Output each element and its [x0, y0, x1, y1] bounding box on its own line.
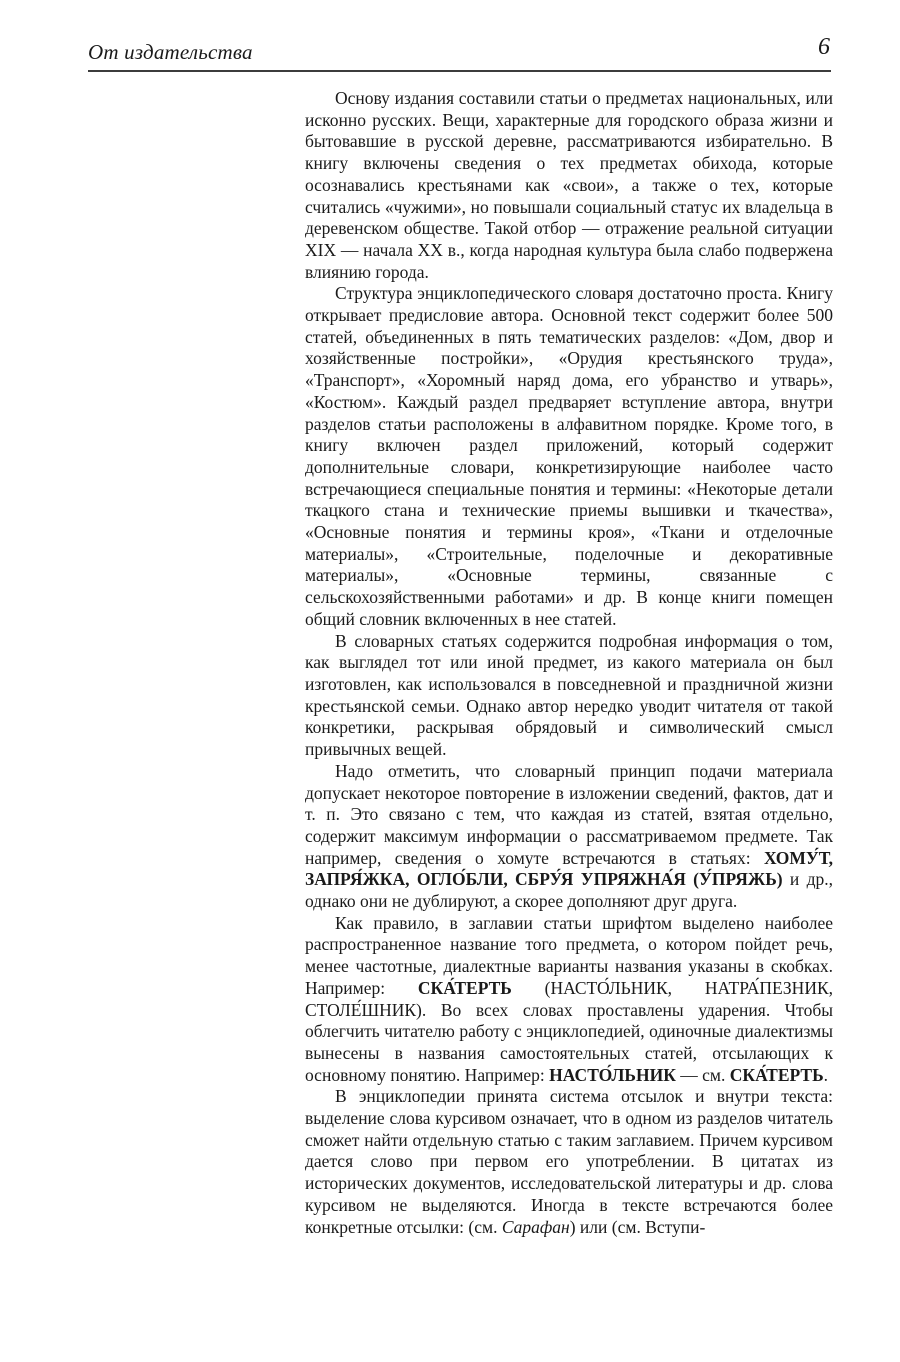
- text-run: Как правило, в заглавии статьи шрифтом выделено наиболее распространенное название того предмета, о котором пойдет речь, менее частотные, диалектные варианты названия указаны в скобках. Например:: [305, 912, 833, 998]
- paragraph: [305, 631, 833, 761]
- text-run: (НАСТО́ЛЬНИК, НАТРА́ПЕЗНИК, СТОЛЕ́ШНИК). Во всех словах проставлены ударения. Чтобы облегчить читателю работу с энциклопедией, одиночные диалектизмы вынесены в названия самостоятельных статей, отсылающих к основному понятию. Например:: [305, 977, 834, 1085]
- bold-term: СКА́ТЕРТЬ: [417, 977, 512, 998]
- text-run: и др., однако они не дублируют, а скорее дополняют друг друга.: [305, 869, 833, 912]
- bold-term: ХОМУ́Т, ЗАПРЯ́ЖКА, ОГЛО́БЛИ, СБРУ́Я УПРЯЖНА́Я (У́ПРЯЖЬ): [305, 847, 833, 890]
- text-run: В словарных статьях содержится подробная информация о том, как выглядел тот или иной предмет, из какого материала он был изготовлен, как использовался в повседневной и праздничной жизни крестьянской семьи. Однако автор нередко уводит читателя от такой конкретики, раскрывая обрядовый и символический смысл привычных вещей.: [305, 630, 833, 760]
- italic-term: Сарафан: [501, 1216, 570, 1237]
- running-title: От издательства: [88, 40, 253, 64]
- bold-term: НАСТО́ЛЬНИК: [549, 1064, 676, 1085]
- paragraph: [305, 913, 833, 1087]
- bold-term: СКА́ТЕРТЬ: [729, 1064, 824, 1085]
- text-run: ) или (см. Вступи-: [569, 1216, 706, 1237]
- header-rule: [88, 70, 831, 72]
- text-run: Надо отметить, что словарный принцип подачи материала допускает некоторое повторение в изложении сведений, фактов, дат и т. п. Это связано с тем, что каждая из статей, взятая отдельно, содержит максимум информации о рассматриваемом предмете. Так например, сведения о хомуте встречаются в статьях:: [305, 760, 833, 868]
- paragraph: [305, 283, 833, 630]
- text-run: В энциклопедии принята система отсылок и внутри текста: выделение слова курсивом означает, что в одном из разделов читатель сможет найти отдельную статью с таким заглавием. Причем курсивом дается слово при первом его употреблении. В цитатах из исторических документов, исследовательской литературы и др. слова курсивом не выделяются. Иногда в тексте встречаются более конкретные отсылки: (см.: [305, 1086, 833, 1237]
- page-number: 6: [818, 34, 830, 60]
- text-run: Структура энциклопедического словаря достаточно проста. Книгу открывает предисловие автора. Основной текст содержит более 500 статей, объединенных в пять тематических разделов: «Дом, двор и хозяйственные постройки», «Орудия крестьянского труда», «Транспорт», «Хоромный наряд дома, его убранство и утварь», «Костюм». Каждый раздел предваряет вступление автора, внутри разделов статьи расположены в алфавитном порядке. Кроме того, в книгу включен раздел приложений, который содержит дополнительные словари, конкретизирующие наиболее часто встречающиеся специальные понятия и термины: «Некоторые детали ткацкого стана и технические приемы вышивки и ткачества», «Основные понятия и термины кроя», «Ткани и отделочные материалы», «Строительные, поделочные и декоративные материалы», «Основные термины, связанные с сельскохозяйственными работами» и др. В конце книги помещен общий словник включенных в нее статей.: [305, 283, 833, 629]
- text-run: — см.: [675, 1064, 730, 1085]
- paragraph: [305, 88, 833, 283]
- paragraph: [305, 1086, 833, 1238]
- text-run: .: [823, 1064, 829, 1085]
- page-body: [305, 88, 833, 1238]
- paragraph: [305, 761, 833, 913]
- text-run: Основу издания составили статьи о предметах национальных, или исконно русских. Вещи, характерные для городского образа жизни и бытовавшие в русской деревне, рассматриваются избирательно. В книгу включены сведения о тех предметах обихода, которые осознавались крестьянами как «свои», а также о тех, которые считались «чужими», но повышали социальный статус их владельца в деревенском обществе. Такой отбор — отражение реальной ситуации XIX — начала XX в., когда народная культура была слабо подвержена влиянию города.: [305, 88, 833, 282]
